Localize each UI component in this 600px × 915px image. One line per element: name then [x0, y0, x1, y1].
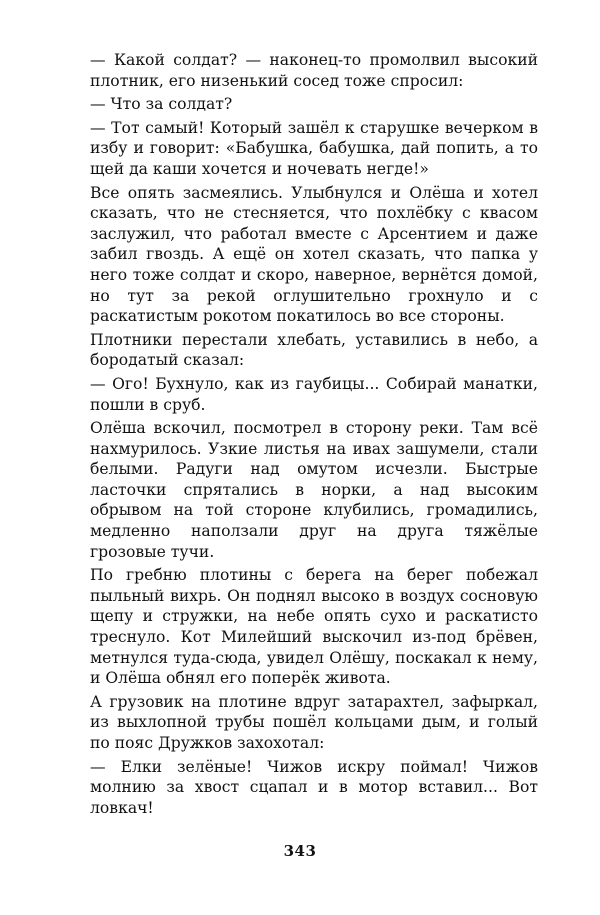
- page-body: [90, 50, 538, 821]
- paragraph: По гребню плотины с берега на берег побежал пыльный вихрь. Он поднял высоко в воздух сосновую щепу и стружки, на небе опять сухо и раскатисто треснуло. Кот Милейший выскочил из-под брёвен, метнулся туда-сюда, увидел Олёшу, поскакал к нему, и Олёша обнял его поперёк живота.: [90, 566, 538, 688]
- paragraph: — Что за солдат?: [90, 95, 233, 114]
- paragraph: Олёша вскочил, посмотрел в сторону реки. Там всё нахмурилось. Узкие листья на ивах зашумели, стали белыми. Радуги над омутом исчезли. Быстрые ласточки спрятались в норки, а над высоким обрывом на той стороне клубились, громадились, медленно наползали друг на друга тяжёлые грозовые тучи.: [90, 419, 538, 561]
- paragraph: — Елки зелёные! Чижов искру поймал! Чижов молнию за хвост сцапал и в мотор вставил... Вот ловкач!: [90, 757, 538, 817]
- paragraph: Все опять засмеялись. Улыбнулся и Олёша и хотел сказать, что не стесняется, что похлёбку с квасом заслужил, что работал вместе с Арсентием и даже забил гвоздь. А ещё он хотел сказать, что папка у него тоже солдат и скоро, наверное, вернётся домой, но тут за рекой оглушительно грохнуло и с раскатистым рокотом покатилось во все стороны.: [90, 183, 538, 326]
- paragraph: Плотники перестали хлебать, уставились в небо, а бородатый сказал:: [90, 330, 538, 370]
- paragraph: А грузовик на плотине вдруг затарахтел, зафыркал, из выхлопной трубы пошёл кольцами дым, и голый по пояс Дружков захохотал:: [90, 692, 538, 752]
- page-number: 343: [283, 842, 317, 860]
- paragraph: — Тот самый! Который зашёл к старушке вечерком в избу и говорит: «Бабушка, бабушка, дай попить, а то щей да каши хочется и ночевать негде!»: [90, 118, 538, 178]
- paragraph: — Какой солдат? — наконец-то промолвил высокий плотник, его низенький сосед тоже спросил:: [90, 51, 538, 90]
- paragraph: — Ого! Бухнуло, как из гаубицы... Собирай манатки, пошли в сруб.: [90, 374, 538, 414]
